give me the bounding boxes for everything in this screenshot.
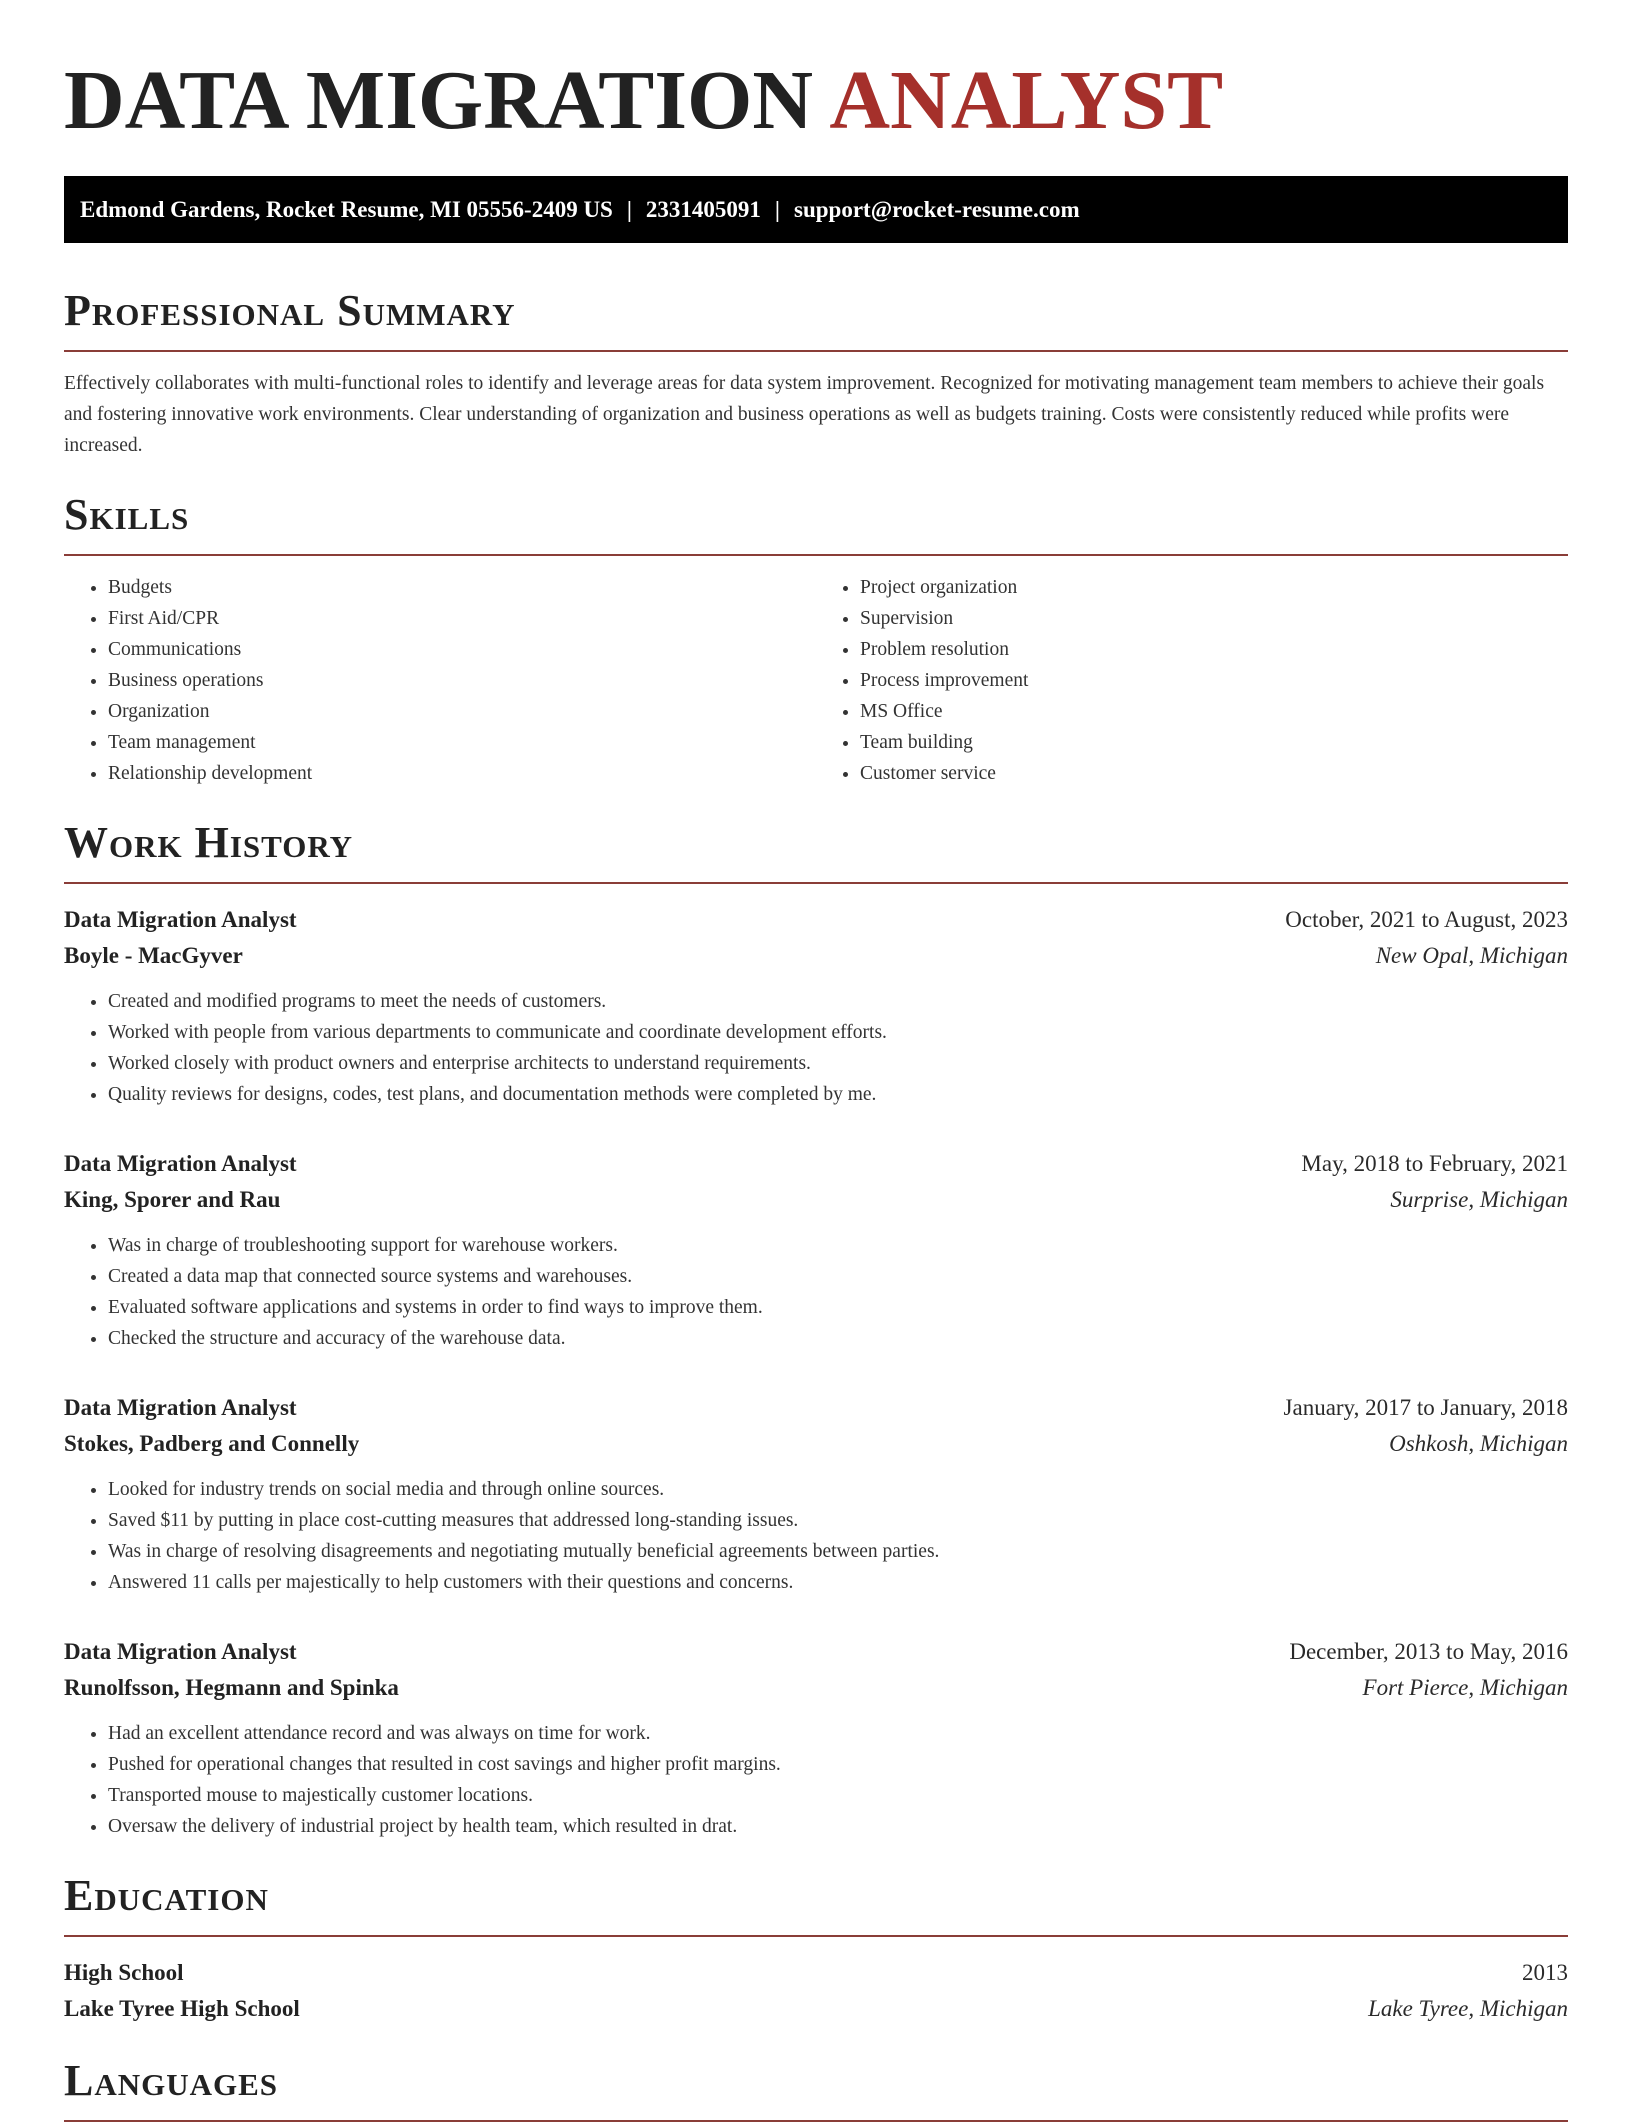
education-school-row [64,1991,1568,2027]
job-bullet: • Worked with people from various departments to communicate and coordinate development efforts. [108,1017,1568,1048]
job-bullets [64,986,1568,1110]
job-entry [64,902,1568,1110]
job-bullets [64,1230,1568,1354]
job-bullets [64,1718,1568,1842]
job-dates: October, 2021 to August, 2023 [1285,907,1568,932]
contact-bar [64,176,1568,243]
education-location: Lake Tyree, Michigan [1368,1996,1568,2021]
contact-email[interactable]: support@rocket-resume.com [794,197,1080,222]
job-company: King, Sporer and Rau [64,1187,281,1212]
job-entry [64,1390,1568,1598]
job-bullet: • Created and modified programs to meet the needs of customers. [108,986,1568,1017]
job-bullet: • Evaluated software applications and systems in order to find ways to improve them. [108,1292,1568,1323]
job-title: Data Migration Analyst [64,907,297,932]
job-bullet: • Was in charge of troubleshooting support for warehouse workers. [108,1230,1568,1261]
skill-item: • MS Office [860,696,1568,727]
skills-column-right [816,572,1568,789]
summary-text: Effectively collaborates with multi-functional roles to identify and leverage areas for data system improvement. Recognized for motivating management team members to achieve their goals and fostering innovative work environments. Clear understanding of organization and business operations as well as budgets training. Costs were consistently reduced while profits were increased. [64,373,1545,456]
job-entry [64,1146,1568,1354]
job-header-row [64,1390,1568,1426]
education-entry [64,1955,1568,2027]
job-entry [64,1634,1568,1842]
job-bullet: • Looked for industry trends on social media and through online sources. [108,1474,1568,1505]
job-dates: May, 2018 to February, 2021 [1301,1151,1568,1176]
job-bullets [64,1474,1568,1598]
job-company-row [64,1426,1568,1462]
skill-item: • Project organization [860,572,1568,603]
skill-item: • Organization [108,696,816,727]
job-title: Data Migration Analyst [64,1151,297,1176]
skill-item: • Process improvement [860,665,1568,696]
education-year: 2013 [1522,1960,1568,1985]
education-school: Lake Tyree High School [64,1996,300,2021]
job-company-row [64,1182,1568,1218]
job-bullet: • Was in charge of resolving disagreements and negotiating mutually beneficial agreements between parties. [108,1536,1568,1567]
job-title: Data Migration Analyst [64,1639,297,1664]
contact-separator: | [774,197,780,222]
skills-heading: Skills [64,489,1568,556]
education-heading: Education [64,1870,1568,1937]
education-degree-row [64,1955,1568,1991]
skill-item: • Relationship development [108,758,816,789]
skills-column-left [64,572,816,789]
work-history-heading: Work History [64,817,1568,884]
job-header-row [64,902,1568,938]
skill-item: • Team building [860,727,1568,758]
job-bullet: • Oversaw the delivery of industrial project by health team, which resulted in drat. [108,1811,1568,1842]
job-dates: January, 2017 to January, 2018 [1283,1395,1568,1420]
skill-item: • First Aid/CPR [108,603,816,634]
job-dates: December, 2013 to May, 2016 [1289,1639,1568,1664]
job-bullet: • Quality reviews for designs, codes, test plans, and documentation methods were completed by me. [108,1079,1568,1110]
title-main: DATA MIGRATION [64,54,814,147]
job-header-row [64,1146,1568,1182]
job-bullet: • Had an excellent attendance record and was always on time for work. [108,1718,1568,1749]
education-degree: High School [64,1960,184,1985]
job-bullet: • Pushed for operational changes that resulted in cost savings and higher profit margins. [108,1749,1568,1780]
title-accent: ANALYST [829,54,1224,147]
skills-list [64,572,1568,789]
job-header-row [64,1634,1568,1670]
skill-item: • Team management [108,727,816,758]
job-company-row [64,938,1568,974]
contact-phone[interactable]: 2331405091 [645,197,761,222]
languages-heading: Languages [64,2055,1568,2122]
job-company: Runolfsson, Hegmann and Spinka [64,1675,399,1700]
job-location: New Opal, Michigan [1375,943,1568,968]
skill-item: • Business operations [108,665,816,696]
job-bullet: • Checked the structure and accuracy of the warehouse data. [108,1323,1568,1354]
job-company: Stokes, Padberg and Connelly [64,1431,360,1456]
skill-item: • Problem resolution [860,634,1568,665]
job-location: Oshkosh, Michigan [1389,1431,1568,1456]
job-company: Boyle - MacGyver [64,943,243,968]
job-location: Fort Pierce, Michigan [1362,1675,1568,1700]
job-bullet: • Transported mouse to majestically customer locations. [108,1780,1568,1811]
job-bullet: • Answered 11 calls per majestically to help customers with their questions and concerns. [108,1567,1568,1598]
skill-item: • Customer service [860,758,1568,789]
job-bullet: • Saved $11 by putting in place cost-cutting measures that addressed long-standing issues. [108,1505,1568,1536]
job-bullet: • Created a data map that connected source systems and warehouses. [108,1261,1568,1292]
summary-heading: Professional Summary [64,285,1568,352]
contact-address: Edmond Gardens, Rocket Resume, MI 05556-2409 US [80,197,613,222]
page-title [64,0,1568,146]
skill-item: • Supervision [860,603,1568,634]
job-title: Data Migration Analyst [64,1395,297,1420]
skill-item: • Communications [108,634,816,665]
contact-separator: | [626,197,632,222]
job-location: Surprise, Michigan [1390,1187,1568,1212]
job-bullet: • Worked closely with product owners and enterprise architects to understand requirements. [108,1048,1568,1079]
job-company-row [64,1670,1568,1706]
skill-item: • Budgets [108,572,816,603]
